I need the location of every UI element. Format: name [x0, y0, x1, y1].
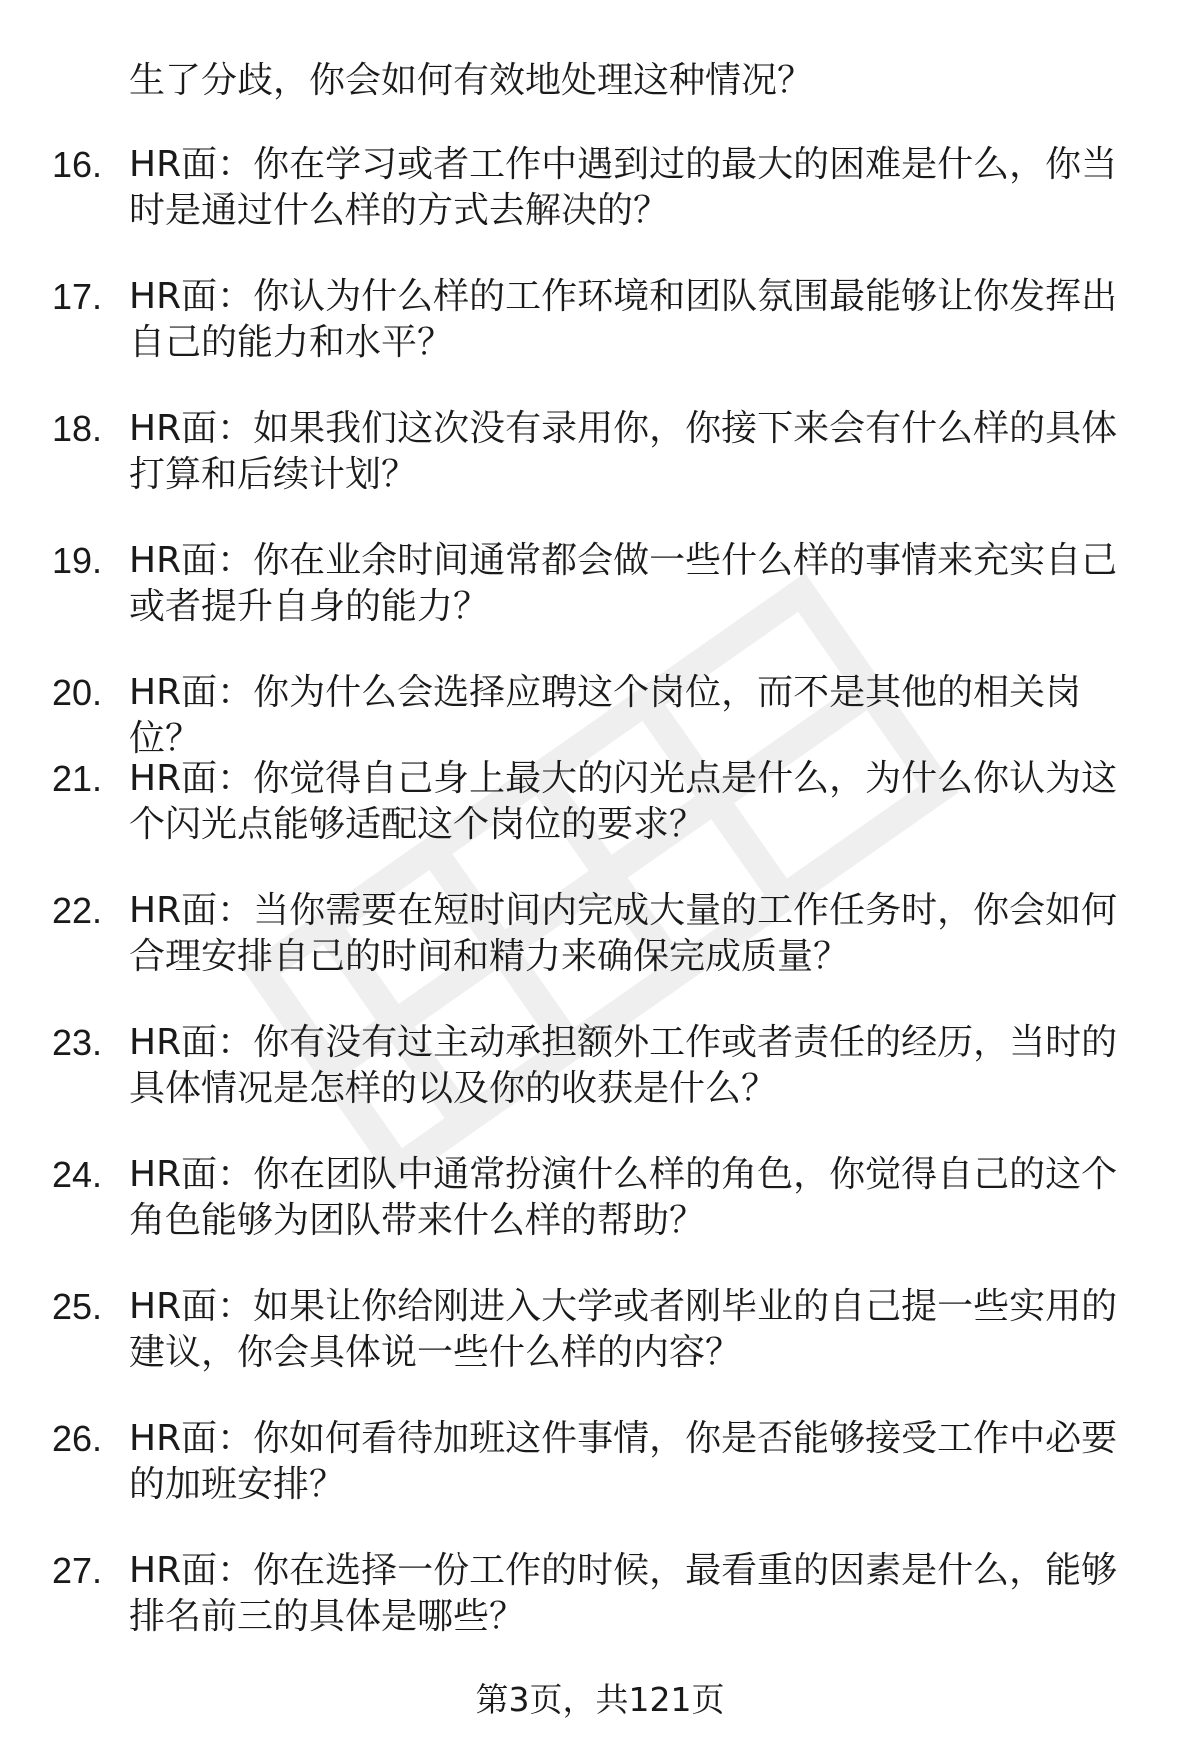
question-number: 21.: [52, 758, 103, 799]
list-item: [0, 1284, 1200, 1416]
question-number: 20.: [52, 672, 103, 713]
question-text: HR面：当你需要在短时间内完成大量的工作任务时，你会如何合理安排自己的时间和精力来确保完成质量？: [129, 890, 1118, 977]
question-text: HR面：你如何看待加班这件事情，你是否能够接受工作中必要的加班安排？: [129, 1418, 1118, 1505]
question-text: HR面：你有没有过主动承担额外工作或者责任的经历，当时的具体情况是怎样的以及你的收获是什么？: [129, 1022, 1118, 1109]
question-text: HR面：你在选择一份工作的时候，最看重的因素是什么，能够排名前三的具体是哪些？: [129, 1550, 1118, 1637]
question-number: 24.: [52, 1154, 103, 1195]
question-text: HR面：如果让你给刚进入大学或者刚毕业的自己提一些实用的建议，你会具体说一些什么样的内容？: [129, 1286, 1118, 1373]
list-item: [0, 142, 1200, 274]
question-text: HR面：你为什么会选择应聘这个岗位，而不是其他的相关岗位？: [129, 672, 1082, 759]
question-text: HR面：你在业余时间通常都会做一些什么样的事情来充实自己或者提升自身的能力？: [129, 540, 1118, 627]
list-item: [0, 1152, 1200, 1284]
question-number: 27.: [52, 1550, 103, 1591]
question-list: [0, 142, 1200, 1680]
list-item: [0, 406, 1200, 538]
list-item: [0, 538, 1200, 670]
question-number: 18.: [52, 408, 103, 449]
question-number: 26.: [52, 1418, 103, 1459]
continuation-text: 生了分歧，你会如何有效地处理这种情况？: [129, 60, 814, 101]
list-item: [0, 1548, 1200, 1680]
list-item: [0, 1416, 1200, 1548]
question-number: 23.: [52, 1022, 103, 1063]
question-text: HR面：如果我们这次没有录用你，你接下来会有什么样的具体打算和后续计划？: [129, 408, 1118, 495]
question-text: HR面：你认为什么样的工作环境和团队氛围最能够让你发挥出自己的能力和水平？: [129, 276, 1118, 363]
question-number: 16.: [52, 144, 103, 185]
question-text: HR面：你觉得自己身上最大的闪光点是什么，为什么你认为这个闪光点能够适配这个岗位的要求？: [129, 758, 1118, 845]
question-number: 22.: [52, 890, 103, 931]
question-text: HR面：你在团队中通常扮演什么样的角色，你觉得自己的这个角色能够为团队带来什么样的帮助？: [129, 1154, 1118, 1241]
list-item: [0, 756, 1200, 888]
page-footer: 第3页，共121页: [475, 1680, 725, 1719]
list-item: [0, 888, 1200, 1020]
list-item: [0, 274, 1200, 406]
question-text: HR面：你在学习或者工作中遇到过的最大的困难是什么，你当时是通过什么样的方式去解决的？: [129, 144, 1118, 231]
question-number: 17.: [52, 276, 103, 317]
question-number: 25.: [52, 1286, 103, 1327]
list-item: [0, 670, 1200, 759]
question-number: 19.: [52, 540, 103, 581]
list-item: [0, 1020, 1200, 1152]
